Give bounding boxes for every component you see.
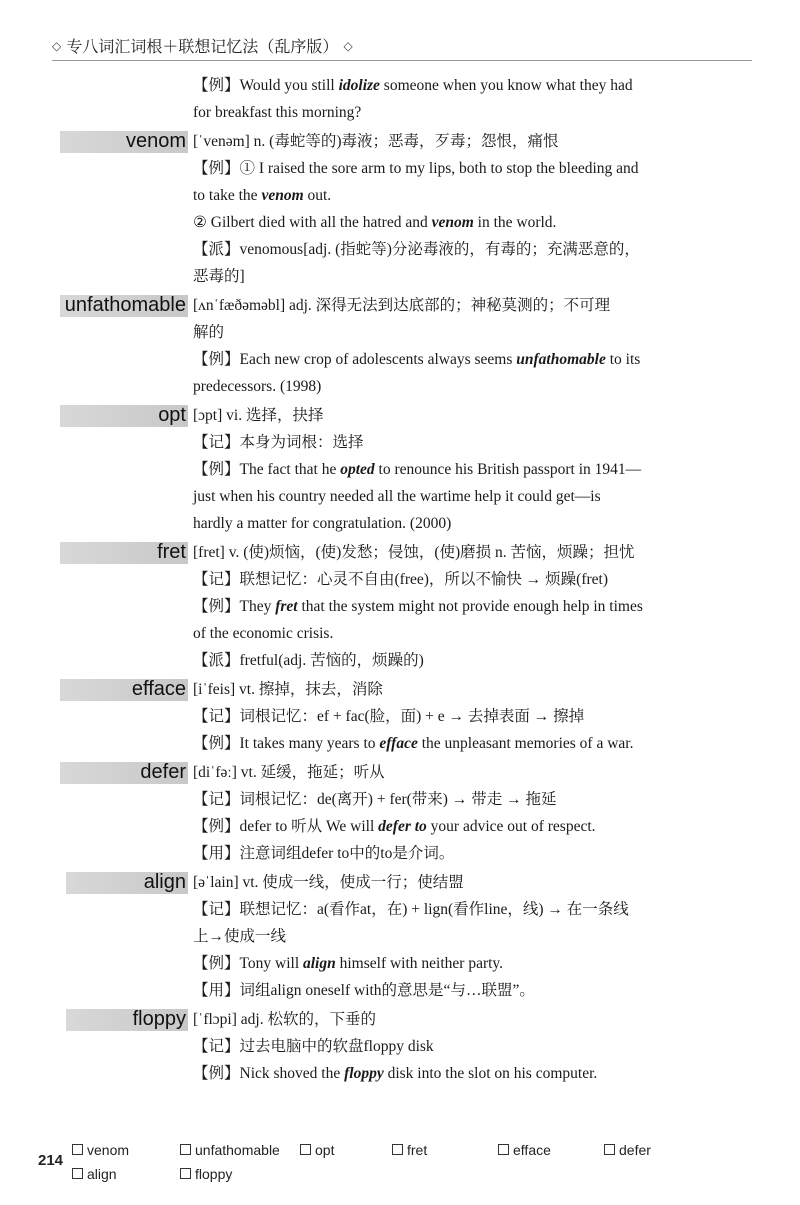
example-line: 【例】Tony will align himself with neither party. [193, 955, 504, 972]
example-line: hardly a matter for congratulation. (2000) [193, 515, 452, 532]
example-line: 【例】defer to 听从 We will defer to your advice out of respect. [193, 818, 596, 835]
headword: fret [157, 541, 186, 563]
page-number: 214 [38, 1152, 64, 1169]
derivative-line: 【派】fretful(adj. 苦恼的，烦躁的) [193, 652, 424, 669]
header-title: 专八词汇词根＋联想记忆法（乱序版） [66, 37, 339, 56]
headword: efface [131, 678, 186, 700]
memo-line: 【记】词根记忆：de(离开) + fer(带来) → 带走 → 拖延 [193, 791, 557, 808]
checklist-item-align[interactable]: align [72, 1166, 117, 1182]
entry-fret [0, 539, 800, 566]
example-line: just when his country needed all the wartime help it could get—is [193, 488, 601, 505]
pronunciation-definition: [ˈflɔpi] adj. 松软的，下垂的 [193, 1011, 376, 1028]
pronunciation-definition: [əˈlain] vt. 使成一线，使成一行；使结盟 [193, 874, 464, 891]
checkbox-icon [604, 1144, 615, 1155]
example-line: 【例】The fact that he opted to renounce his British passport in 1941— [193, 461, 642, 478]
headword: align [143, 871, 186, 893]
example-line: ② Gilbert died with all the hatred and venom in the world. [193, 214, 557, 231]
entry-floppy [0, 1006, 800, 1033]
checklist-item-floppy[interactable]: floppy [180, 1166, 232, 1182]
checklist-item-efface[interactable]: efface [498, 1142, 551, 1158]
checkbox-icon [180, 1144, 191, 1155]
checkbox-icon [498, 1144, 509, 1155]
usage-line: 【用】词组align oneself with的意思是“与…联盟”。 [193, 982, 535, 999]
derivative-line: 恶毒的] [193, 268, 245, 285]
checkbox-icon [300, 1144, 311, 1155]
example-line: 【例】① I raised the sore arm to my lips, both to stop the bleeding and [193, 160, 639, 177]
example-line: predecessors. (1998) [193, 378, 322, 395]
checkbox-icon [180, 1168, 191, 1179]
memo-line: 上→使成一线 [193, 928, 287, 945]
header-divider [52, 60, 752, 61]
memo-line: 【记】联想记忆：a(看作at，在) + lign(看作line，线) → 在一条线 [193, 901, 629, 918]
headword: floppy [132, 1008, 186, 1030]
memo-line: 【记】过去电脑中的软盘floppy disk [193, 1038, 434, 1055]
example-line: 【例】Nick shoved the floppy disk into the slot on his computer. [193, 1065, 598, 1082]
entry-defer [0, 759, 800, 786]
pronunciation-definition: [fret] v. (使)烦恼，(使)发愁；侵蚀，(使)磨损 n. 苦恼，烦躁；担忧 [193, 544, 635, 561]
headword: unfathomable [64, 294, 186, 316]
example-line: of the economic crisis. [193, 625, 334, 642]
diamond-ornament-icon: ◇ [52, 39, 62, 53]
diamond-ornament-icon: ◇ [343, 39, 353, 53]
example-line: to take the venom out. [193, 187, 332, 204]
headword: venom [125, 130, 186, 152]
entry-unfathomable [0, 292, 800, 319]
pronunciation-definition: [ˈvenəm] n. (毒蛇等的)毒液；恶毒，歹毒；怨恨，痛恨 [193, 133, 559, 150]
entry-opt [0, 402, 800, 429]
memo-line: 【记】联想记忆：心灵不自由(free)，所以不愉快 → 烦躁(fret) [193, 571, 608, 588]
page-footer [0, 1138, 800, 1188]
checkbox-icon [392, 1144, 403, 1155]
example-line: 【例】Each new crop of adolescents always seems unfathomable to its [193, 351, 641, 368]
running-header [52, 34, 772, 62]
checklist-item-defer[interactable]: defer [604, 1142, 651, 1158]
example-line: 【例】They fret that the system might not provide enough help in times [193, 598, 643, 615]
entry-efface [0, 676, 800, 703]
vocabulary-list [0, 72, 800, 1087]
definition-line: 解的 [193, 324, 225, 341]
entry-align [0, 869, 800, 896]
checklist-item-unfathomable[interactable]: unfathomable [180, 1142, 280, 1158]
pronunciation-definition: [iˈfeis] vt. 擦掉，抹去，消除 [193, 681, 383, 698]
checkbox-icon [72, 1144, 83, 1155]
derivative-line: 【派】venomous[adj. (指蛇等)分泌毒液的，有毒的；充满恶意的， [193, 241, 640, 258]
pronunciation-definition: [ɔpt] vi. 选择，抉择 [193, 407, 324, 424]
pronunciation-definition: [ʌnˈfæðəməbl] adj. 深得无法到达底部的；神秘莫测的；不可理 [193, 297, 611, 314]
checkbox-icon [72, 1168, 83, 1179]
pronunciation-definition: [diˈfəː] vt. 延缓，拖延；听从 [193, 764, 385, 781]
checklist-item-venom[interactable]: venom [72, 1142, 129, 1158]
example-line: 【例】It takes many years to efface the unpleasant memories of a war. [193, 735, 634, 752]
memo-line: 【记】词根记忆：ef + fac(脸，面) + e → 去掉表面 → 擦掉 [193, 708, 585, 725]
memo-line: 【记】本身为词根：选择 [193, 434, 364, 451]
example-line: 【例】Would you still idolize someone when you know what they had [193, 77, 633, 94]
checklist-item-opt[interactable]: opt [300, 1142, 334, 1158]
example-line: for breakfast this morning? [193, 104, 362, 121]
headword: defer [140, 761, 186, 783]
entry-venom [0, 128, 800, 155]
usage-line: 【用】注意词组defer to中的to是介词。 [193, 845, 455, 862]
headword: opt [158, 404, 186, 426]
checklist-item-fret[interactable]: fret [392, 1142, 427, 1158]
